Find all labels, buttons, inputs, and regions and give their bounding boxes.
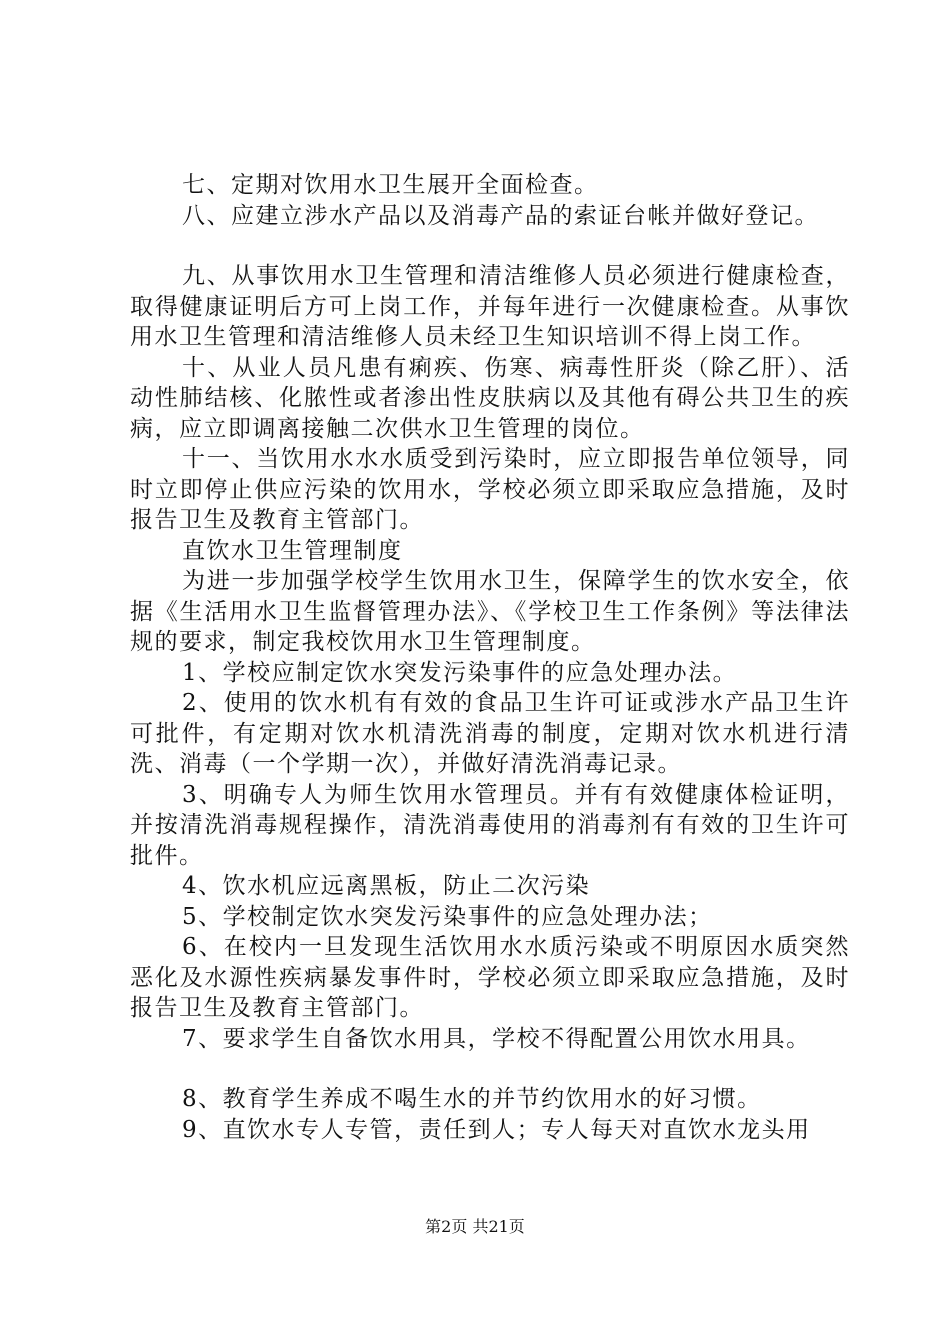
document-body	[130, 170, 850, 1145]
page-number-footer: 第2页 共21页	[425, 1217, 525, 1236]
rule-2: 2、使用的饮水机有有效的食品卫生许可证或涉水产品卫生许可批件，有定期对饮水机清洗消毒的制度，定期对饮水机进行清洗、消毒（一个学期一次），并做好清洗消毒记录。	[130, 690, 850, 777]
section-heading: 直饮水卫生管理制度	[182, 537, 403, 564]
rule-3: 3、明确专人为师生饮用水管理员。并有有效健康体检证明，并按清洗消毒规程操作，清洗消毒使用的消毒剂有有效的卫生许可批件。	[130, 781, 850, 869]
paragraph-11: 十一、当饮用水水水质受到污染时，应立即报告单位领导，同时立即停止供应污染的饮用水，学校必须立即采取应急措施，及时报告卫生及教育主管部门。	[130, 446, 850, 533]
paragraph-10: 十、从业人员凡患有痢疾、伤寒、病毒性肝炎（除乙肝）、活动性肺结核、化脓性或者渗出性皮肤病以及其他有碍公共卫生的疾病，应立即调离接触二次供水卫生管理的岗位。	[130, 354, 850, 442]
intro-paragraph: 为进一步加强学校学生饮用水卫生，保障学生的饮水安全，依据《生活用水卫生监督管理办法》、《学校卫生工作条例》等法律法规的要求，制定我校饮用水卫生管理制度。	[130, 568, 850, 655]
paragraph-8: 八、应建立涉水产品以及消毒产品的索证台帐并做好登记。	[182, 202, 819, 229]
rule-1: 1、学校应制定饮水突发污染事件的应急处理办法。	[182, 659, 738, 686]
rule-4: 4、饮水机应远离黑板，防止二次污染	[182, 873, 591, 899]
paragraph-7: 七、定期对饮用水卫生展开全面检查。	[182, 172, 599, 198]
rule-9: 9、直饮水专人专管，责任到人；专人每天对直饮水龙头用	[182, 1116, 811, 1143]
paragraph-9: 九、从事饮用水卫生管理和清洁维修人员必须进行健康检查，取得健康证明后方可上岗工作，并每年进行一次健康检查。从事饮用水卫生管理和清洁维修人员未经卫生知识培训不得上岗工作。	[130, 263, 850, 350]
rule-6: 6、在校内一旦发现生活饮用水水质污染或不明原因水质突然恶化及水源性疾病暴发事件时，学校必须立即采取应急措施，及时报告卫生及教育主管部门。	[130, 934, 850, 1021]
rule-5: 5、学校制定饮水突发污染事件的应急处理办法；	[182, 903, 713, 930]
rule-8: 8、教育学生养成不喝生水的并节约饮用水的好习惯。	[182, 1086, 762, 1112]
rule-7: 7、要求学生自备饮水用具，学校不得配置公用饮水用具。	[182, 1025, 811, 1052]
